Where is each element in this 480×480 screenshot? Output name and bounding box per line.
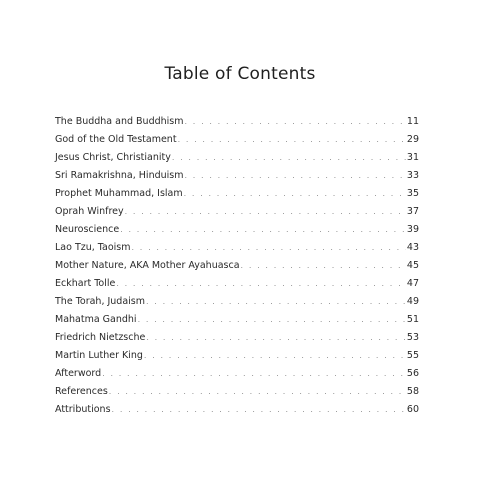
toc-entry-label: Friedrich Nietzsche: [55, 332, 146, 343]
toc-entry[interactable]: [55, 242, 419, 260]
toc-entry-label: Mahatma Gandhi: [55, 314, 137, 325]
toc-entry[interactable]: [55, 296, 419, 314]
dot-leader: [125, 207, 406, 216]
toc-entry[interactable]: [55, 134, 419, 152]
dot-leader: [184, 171, 405, 180]
toc-entry[interactable]: [55, 116, 419, 134]
toc-entry[interactable]: [55, 278, 419, 296]
toc-entry[interactable]: [55, 152, 419, 170]
toc-entry[interactable]: [55, 170, 419, 188]
toc-entry-label: Prophet Muhammad, Islam: [55, 188, 183, 199]
toc-entry-label: Neuroscience: [55, 224, 120, 235]
dot-leader: [178, 135, 406, 144]
toc-entry[interactable]: [55, 332, 419, 350]
table-of-contents: [55, 116, 419, 422]
dot-leader: [146, 297, 406, 306]
toc-entry[interactable]: [55, 350, 419, 368]
toc-entry-page: 53: [406, 332, 419, 343]
toc-entry[interactable]: [55, 404, 419, 422]
toc-entry-label: Martin Luther King: [55, 350, 143, 361]
dot-leader: [144, 351, 406, 360]
toc-entry-page: 35: [406, 188, 419, 199]
toc-entry-label: Oprah Winfrey: [55, 206, 124, 217]
toc-entry-label: The Torah, Judaism: [55, 296, 145, 307]
toc-entry-page: 51: [406, 314, 419, 325]
toc-entry-label: Attributions: [55, 404, 111, 415]
toc-entry-page: 39: [406, 224, 419, 235]
dot-leader: [185, 117, 406, 126]
toc-entry-page: 29: [406, 134, 419, 145]
toc-entry-label: Lao Tzu, Taoism: [55, 242, 131, 253]
toc-entry-page: 37: [406, 206, 419, 217]
dot-leader: [102, 369, 406, 378]
toc-entry-page: 33: [406, 170, 419, 181]
toc-entry[interactable]: [55, 206, 419, 224]
toc-entry[interactable]: [55, 260, 419, 278]
toc-entry-page: 56: [406, 368, 419, 379]
dot-leader: [138, 315, 406, 324]
toc-entry-page: 31: [406, 152, 419, 163]
toc-entry-page: 55: [406, 350, 419, 361]
toc-entry[interactable]: [55, 368, 419, 386]
page-title: Table of Contents: [164, 64, 316, 85]
toc-entry-page: 43: [406, 242, 419, 253]
dot-leader: [116, 279, 406, 288]
toc-entry-label: God of the Old Testament: [55, 134, 177, 145]
dot-leader: [146, 333, 406, 342]
toc-entry-label: Eckhart Tolle: [55, 278, 116, 289]
toc-entry-label: References: [55, 386, 108, 397]
toc-entry-label: The Buddha and Buddhism: [55, 116, 184, 127]
toc-entry[interactable]: [55, 224, 419, 242]
toc-entry-page: 49: [406, 296, 419, 307]
toc-entry-page: 11: [406, 116, 419, 127]
dot-leader: [109, 387, 406, 396]
toc-entry-page: 45: [406, 260, 419, 271]
toc-entry[interactable]: [55, 314, 419, 332]
toc-entry-page: 47: [406, 278, 419, 289]
toc-entry[interactable]: [55, 188, 419, 206]
toc-entry-label: Sri Ramakrishna, Hinduism: [55, 170, 184, 181]
dot-leader: [132, 243, 406, 252]
toc-entry[interactable]: [55, 386, 419, 404]
toc-entry-page: 60: [406, 404, 419, 415]
toc-entry-label: Jesus Christ, Christianity: [55, 152, 171, 163]
toc-entry-label: Mother Nature, AKA Mother Ayahuasca: [55, 260, 240, 271]
dot-leader: [241, 261, 406, 270]
dot-leader: [184, 189, 406, 198]
toc-entry-label: Afterword: [55, 368, 102, 379]
dot-leader: [120, 225, 406, 234]
dot-leader: [112, 405, 406, 414]
toc-entry-page: 58: [406, 386, 419, 397]
dot-leader: [172, 153, 406, 162]
